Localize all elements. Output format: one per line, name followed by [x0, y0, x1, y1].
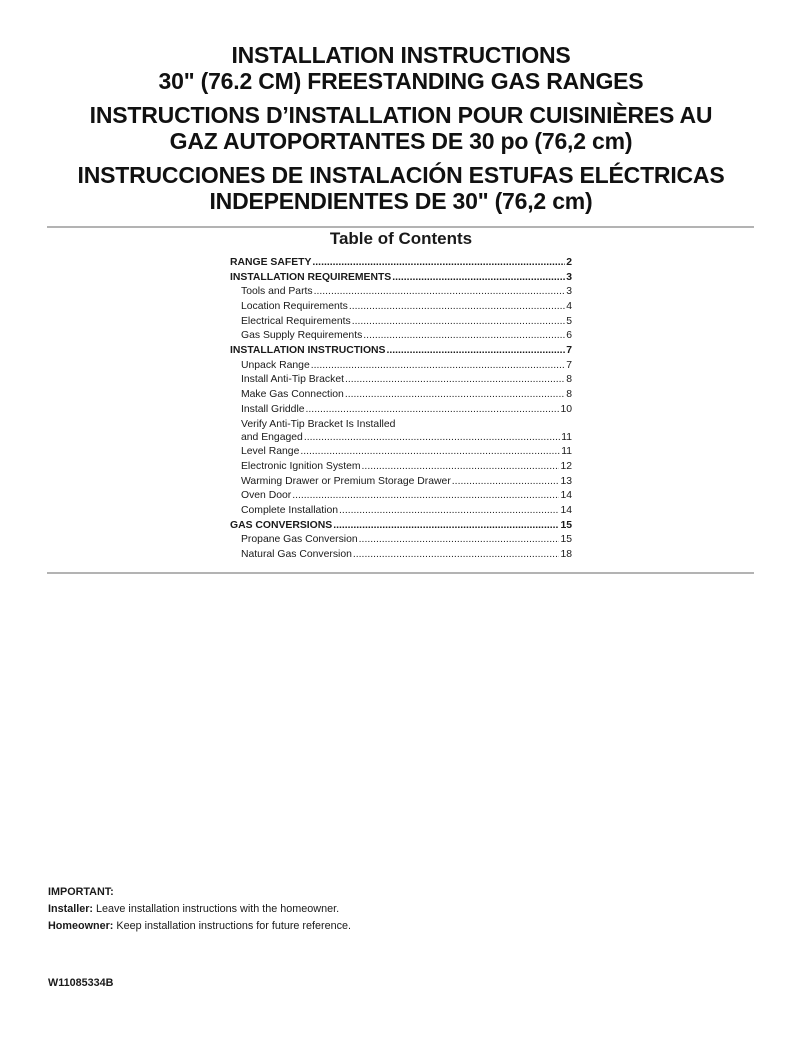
toc-entry-verify-anti-tip-line-1[interactable] [230, 418, 572, 431]
title-english-line-1: INSTALLATION INSTRUCTIONS [231, 42, 571, 68]
toc-label: Level Range [241, 446, 300, 458]
toc-entry-complete-installation[interactable] [230, 504, 572, 519]
title-spanish-line-2: INDEPENDIENTES DE 30" (76,2 cm) [209, 188, 593, 214]
toc-entry-natural-gas-conversion[interactable] [230, 548, 572, 563]
installer-text: Leave installation instructions with the homeowner. [93, 903, 340, 915]
important-heading: IMPORTANT: [48, 886, 114, 898]
toc-page: 2 [566, 256, 572, 268]
table-of-contents [230, 256, 572, 563]
toc-page: 7 [566, 345, 572, 357]
toc-label: Unpack Range [241, 359, 310, 371]
toc-page: 3 [566, 286, 572, 298]
toc-page: 6 [566, 330, 572, 342]
document-titles [40, 42, 762, 214]
toc-entry-installation-requirements[interactable] [230, 271, 572, 286]
toc-page: 11 [561, 431, 572, 443]
toc-page: 14 [560, 504, 572, 516]
toc-page: 12 [560, 460, 572, 472]
top-divider [47, 226, 754, 228]
toc-label: Warming Drawer or Premium Storage Drawer [241, 475, 451, 487]
toc-entry-location-requirements[interactable] [230, 300, 572, 315]
document-number: W11085334B [48, 977, 114, 989]
toc-entry-gas-conversions[interactable] [230, 519, 572, 534]
toc-page: 10 [560, 403, 572, 415]
toc-label: Natural Gas Conversion [241, 549, 352, 561]
toc-entry-electrical-requirements[interactable] [230, 315, 572, 330]
toc-entry-tools-and-parts[interactable] [230, 285, 572, 300]
toc-label: Electronic Ignition System [241, 460, 361, 472]
homeowner-text: Keep installation instructions for future reference. [113, 920, 352, 932]
toc-label: Electrical Requirements [241, 315, 351, 327]
title-spanish-line-1: INSTRUCCIONES DE INSTALACIÓN ESTUFAS ELÉCTRICAS [77, 162, 725, 188]
toc-entry-electronic-ignition-system[interactable] [230, 460, 572, 475]
toc-entry-make-gas-connection[interactable] [230, 388, 572, 403]
toc-page: 7 [566, 359, 572, 371]
toc-page: 13 [560, 475, 572, 487]
toc-entry-level-range[interactable] [230, 445, 572, 460]
toc-label: RANGE SAFETY [230, 256, 312, 268]
toc-label: Propane Gas Conversion [241, 534, 358, 546]
toc-label: and Engaged [241, 431, 303, 443]
toc-entry-unpack-range[interactable] [230, 359, 572, 374]
toc-label: Verify Anti-Tip Bracket Is Installed [241, 418, 396, 430]
important-notice [48, 884, 351, 935]
toc-label: Make Gas Connection [241, 389, 344, 401]
toc-entry-oven-door[interactable] [230, 489, 572, 504]
toc-page: 8 [566, 389, 572, 401]
homeowner-note [48, 918, 351, 935]
bottom-divider [47, 572, 754, 574]
toc-page: 18 [560, 549, 572, 561]
toc-label: Complete Installation [241, 504, 339, 516]
toc-entry-verify-anti-tip-line-2[interactable] [230, 431, 572, 446]
toc-page: 14 [560, 490, 572, 502]
toc-label: Oven Door [241, 490, 292, 502]
toc-page: 4 [566, 301, 572, 313]
toc-label: Install Griddle [241, 403, 305, 415]
installer-label: Installer: [48, 903, 94, 915]
toc-label: Location Requirements [241, 301, 348, 313]
toc-entry-propane-gas-conversion[interactable] [230, 533, 572, 548]
toc-entry-install-anti-tip-bracket[interactable] [230, 374, 572, 389]
title-french-line-2: GAZ AUTOPORTANTES DE 30 po (76,2 cm) [169, 128, 633, 154]
toc-entry-range-safety[interactable] [230, 256, 572, 271]
toc-label: GAS CONVERSIONS [230, 519, 333, 531]
installer-note [48, 901, 351, 918]
toc-entry-warming-drawer[interactable] [230, 475, 572, 490]
toc-page: 5 [566, 315, 572, 327]
toc-page: 15 [560, 519, 572, 531]
toc-heading: Table of Contents [329, 229, 473, 248]
toc-page: 8 [566, 374, 572, 386]
title-french-line-1: INSTRUCTIONS D’INSTALLATION POUR CUISINIÈRES AU [89, 102, 713, 128]
toc-page: 15 [560, 534, 572, 546]
toc-entry-gas-supply-requirements[interactable] [230, 329, 572, 344]
toc-label: Install Anti-Tip Bracket [241, 374, 344, 386]
title-english-line-2: 30" (76.2 CM) FREESTANDING GAS RANGES [158, 68, 644, 94]
toc-label: INSTALLATION REQUIREMENTS [230, 271, 392, 283]
toc-entry-installation-instructions[interactable] [230, 344, 572, 359]
homeowner-label: Homeowner: [48, 920, 114, 932]
toc-label: Tools and Parts [241, 286, 313, 298]
toc-label: Gas Supply Requirements [241, 330, 363, 342]
toc-page: 3 [566, 271, 572, 283]
toc-entry-install-griddle[interactable] [230, 403, 572, 418]
toc-label: INSTALLATION INSTRUCTIONS [230, 345, 386, 357]
toc-page: 11 [561, 446, 572, 458]
